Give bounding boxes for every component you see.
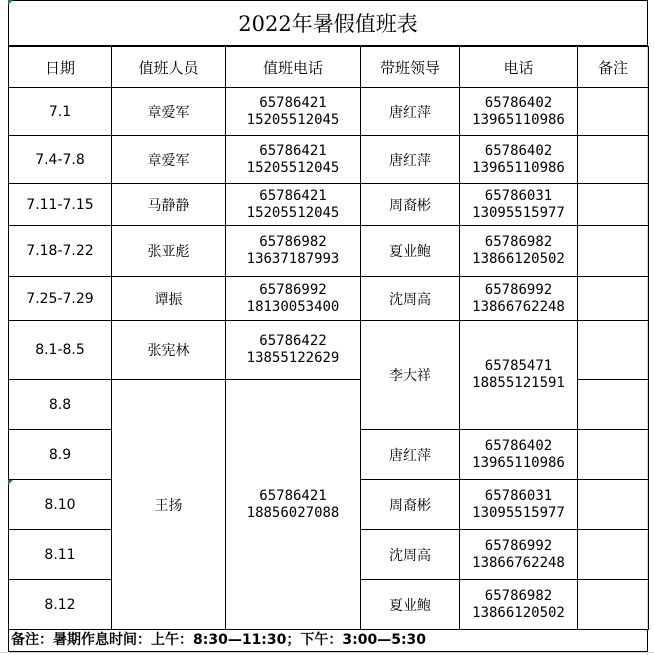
duty-person-cell-merged: 王扬 [112, 380, 226, 630]
date-cell: 8.12 [9, 580, 112, 630]
leader-phone-cell: 65786031 13095515977 [460, 184, 578, 226]
leader-phone-cell: 65786982 13866120502 [460, 226, 578, 277]
duty-person-cell: 章爱军 [112, 136, 226, 184]
duty-person-cell: 马静静 [112, 184, 226, 226]
remark-cell [578, 530, 649, 580]
duty-table [8, 46, 649, 630]
table-row [9, 88, 649, 136]
duty-phone-cell: 65786422 13855122629 [226, 321, 361, 380]
leader-cell: 沈周高 [361, 277, 460, 321]
table-row [9, 136, 649, 184]
remark-cell [578, 321, 649, 380]
duty-phone-cell: 65786421 15205512045 [226, 136, 361, 184]
duty-phone-cell: 65786421 15205512045 [226, 88, 361, 136]
duty-person-cell: 张宪林 [112, 321, 226, 380]
cell-marker-icon [8, 480, 13, 485]
remark-cell [578, 580, 649, 630]
leader-cell: 夏业鲍 [361, 226, 460, 277]
leader-phone-cell: 65786402 13965110986 [460, 136, 578, 184]
duty-person-cell: 章爱军 [112, 88, 226, 136]
date-cell: 8.10 [9, 480, 112, 530]
header-leader-phone: 电话 [460, 47, 578, 88]
date-cell: 7.4-7.8 [9, 136, 112, 184]
table-title: 2022年暑假值班表 [8, 0, 648, 46]
leader-phone-cell-merged: 65785471 18855121591 [460, 321, 578, 430]
duty-person-cell: 张亚彪 [112, 226, 226, 277]
leader-cell: 周裔彬 [361, 184, 460, 226]
cell-marker-icon [8, 0, 13, 5]
header-duty-phone: 值班电话 [226, 47, 361, 88]
table-row [9, 184, 649, 226]
leader-phone-cell: 65786992 13866762248 [460, 530, 578, 580]
duty-phone-cell: 65786982 13637187993 [226, 226, 361, 277]
remark-cell [578, 226, 649, 277]
remark-cell [578, 430, 649, 480]
remark-cell [578, 380, 649, 430]
footer-note: 备注：暑期作息时间：上午：8:30—11:30；下午：3:00—5:30 [8, 630, 648, 652]
remark-cell [578, 277, 649, 321]
header-date: 日期 [9, 47, 112, 88]
leader-cell: 唐红萍 [361, 136, 460, 184]
date-cell: 8.9 [9, 430, 112, 480]
date-cell: 8.11 [9, 530, 112, 580]
leader-phone-cell: 65786402 13965110986 [460, 430, 578, 480]
table-row [9, 226, 649, 277]
date-cell: 8.1-8.5 [9, 321, 112, 380]
header-duty-person: 值班人员 [112, 47, 226, 88]
header-remark: 备注 [578, 47, 649, 88]
header-row [9, 47, 649, 88]
remark-cell [578, 88, 649, 136]
remark-cell [578, 184, 649, 226]
table-row [9, 277, 649, 321]
date-cell: 7.1 [9, 88, 112, 136]
duty-person-cell: 谭振 [112, 277, 226, 321]
leader-cell: 周裔彬 [361, 480, 460, 530]
remark-cell [578, 480, 649, 530]
leader-phone-cell: 65786402 13965110986 [460, 88, 578, 136]
date-cell: 7.25-7.29 [9, 277, 112, 321]
date-cell: 8.8 [9, 380, 112, 430]
leader-cell: 夏业鲍 [361, 580, 460, 630]
sheet-gridline [0, 652, 654, 653]
leader-cell: 唐红萍 [361, 88, 460, 136]
leader-cell: 沈周高 [361, 530, 460, 580]
duty-phone-cell-merged: 65786421 18856027088 [226, 380, 361, 630]
header-leader: 带班领导 [361, 47, 460, 88]
table-row [9, 321, 649, 380]
leader-phone-cell: 65786031 13095515977 [460, 480, 578, 530]
duty-phone-cell: 65786992 18130053400 [226, 277, 361, 321]
leader-cell: 唐红萍 [361, 430, 460, 480]
leader-phone-cell: 65786992 13866762248 [460, 277, 578, 321]
duty-phone-cell: 65786421 15205512045 [226, 184, 361, 226]
leader-phone-cell: 65786982 13866120502 [460, 580, 578, 630]
leader-cell-merged: 李大祥 [361, 321, 460, 430]
date-cell: 7.18-7.22 [9, 226, 112, 277]
date-cell: 7.11-7.15 [9, 184, 112, 226]
remark-cell [578, 136, 649, 184]
